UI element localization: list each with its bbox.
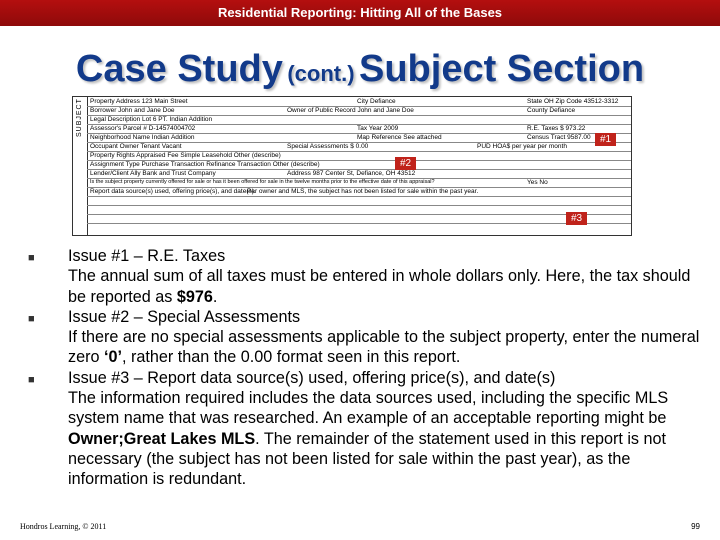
form-cell: R.E. Taxes $ 973.22 [527,125,586,132]
form-row [87,223,631,232]
title-main: Case Study [75,48,283,90]
form-cell: Property Rights Appraised Fee Simple Leasehold Other (describe) [90,152,281,159]
bullet-icon: ■ [28,373,35,386]
form-cell: Per owner and MLS, the subject has not been listed for sale within the past year. [247,188,479,195]
footer-copyright: Hondros Learning, © 2011 [20,522,107,531]
bullet-icon: ■ [28,252,35,264]
form-cell: Is the subject property currently offered for sale or has it been offered for sale in the twelve months prior to the effective date of this appraisal? [90,179,435,185]
form-cell: Yes No [527,179,548,186]
title-section: Subject Section [359,48,645,90]
subject-form-image [72,96,632,236]
page-number: 99 [691,522,700,531]
title-cont: (cont.) [287,61,355,86]
form-cell: State OH Zip Code 43512-3312 [527,98,619,105]
issue-body: If there are no special assessments applicable to the subject property, enter the numeral zero ‘0’, rather than the 0.00 format seen in this report. [68,328,700,367]
callout-1: #1 [595,133,616,146]
form-cell: PUD HOA$ per year per month [477,143,567,150]
form-cell: Neighborhood Name Indian Addition [90,134,195,141]
form-cell: Tax Year 2009 [357,125,399,132]
form-cell: Legal Description Lot 6 PT. Indian Addition [90,116,213,123]
form-cell: Property Address 123 Main Street [90,98,188,105]
form-cell: County Defiance [527,107,576,114]
issue-heading: Issue #3 – Report data source(s) used, offering price(s), and date(s) [68,368,556,387]
issue-body: The information required includes the data sources used, including the specific MLS system name that was researched. An example of an acceptable reporting might be Owner;Great Lakes MLS. The remainder of the statement used in this report is not necessary (the subject has not been listed for sale within the past year), as the information is redundant. [68,389,669,489]
header-banner: Residential Reporting: Hitting All of the Bases [0,0,720,26]
form-cell: Assessor's Parcel # D-14574004702 [90,125,196,132]
list-item [20,307,700,368]
form-cell: Special Assessments $ 0.00 [287,143,369,150]
slide-title [0,48,720,91]
form-side-label: SUBJECT [73,97,88,235]
issue-list [20,246,700,490]
form-cell: Borrower John and Jane Doe [90,107,175,114]
list-item [20,368,700,490]
form-cell: Assignment Type Purchase Transaction Refinance Transaction Other (describe) [90,161,320,168]
form-cell: City Defiance [357,98,396,105]
form-cell: Census Tract 9587.00 [527,134,591,141]
form-cell: Report data source(s) used, offering price(s), and date(s). [90,188,256,195]
callout-2: #2 [395,157,416,170]
issue-heading: Issue #1 – R.E. Taxes [68,247,226,265]
issue-body: The annual sum of all taxes must be entered in whole dollars only. Here, the tax should be reported as $976. [68,267,691,306]
list-item [20,246,700,307]
form-cell: Map Reference See attached [357,134,442,141]
form-cell: Address 987 Center St, Defiance, OH 43512 [287,170,416,177]
bullet-icon: ■ [28,312,35,325]
callout-3: #3 [566,212,587,225]
form-cell: Lender/Client Ally Bank and Trust Company [90,170,216,177]
form-cell: Occupant Owner Tenant Vacant [90,143,182,150]
form-cell: Owner of Public Record John and Jane Doe [287,107,414,114]
issue-heading: Issue #2 – Special Assessments [68,307,301,326]
